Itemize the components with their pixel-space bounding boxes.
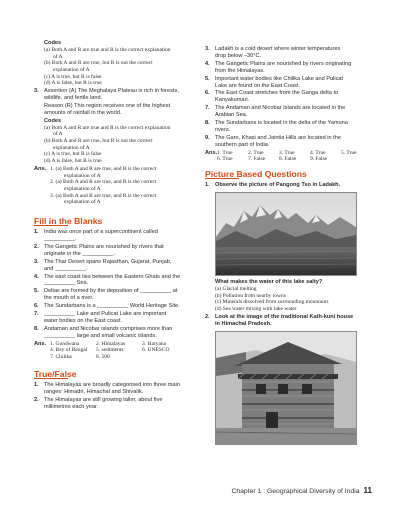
question-line: __________.: [44, 236, 77, 242]
code-option: explanation of A: [53, 144, 90, 151]
question-line: The Sundarbans is a __________ World Heritage Site.: [44, 303, 180, 310]
question-number: 1.: [34, 229, 39, 236]
answers-label: Ans.: [34, 165, 47, 172]
question-3: [34, 88, 204, 117]
codes-label: Codes: [44, 40, 62, 46]
codes-list: [34, 47, 204, 87]
answers-table: [217, 150, 372, 163]
question-line: Arabian Sea.: [215, 112, 248, 119]
question-number: 7.: [34, 311, 39, 318]
question-line: __________ large and small volcanic islands.: [44, 332, 157, 339]
answer-line: explanation of A: [64, 199, 101, 206]
question-item: [205, 90, 375, 104]
answer-line: 3. (a) Both A and R are true, and R is the correct: [50, 192, 157, 199]
question-number: 4.: [205, 60, 210, 67]
question-line: ranges: Himadri, Himachal and Shivalik.: [44, 388, 144, 395]
answer-cell: 2. Himalayas: [96, 340, 126, 347]
page-number: 11: [363, 486, 372, 495]
question-line: Lake are found on the East Coast.: [215, 82, 300, 89]
code-option: (b) Both A and R are true, but R is not the correct: [44, 60, 153, 67]
question-line: Deltas are formed by the deposition of __________ at: [44, 288, 178, 295]
question-number: 7.: [205, 105, 210, 112]
question-line: originate in the __________.: [44, 250, 115, 257]
question-item: [34, 303, 204, 310]
options-list: [205, 286, 375, 313]
question-number: 2.: [205, 313, 210, 320]
code-option: explanation of A: [53, 67, 90, 74]
right-column: [205, 46, 375, 445]
question-line: rivers.: [215, 126, 231, 133]
codes-list: [34, 125, 204, 165]
chapter-title: Chapter 1 : Geographical Diversity of India: [231, 488, 360, 495]
answers-label: Ans.: [34, 340, 47, 347]
answer-cell: 7. Chilika: [50, 354, 72, 361]
question-number: 1.: [205, 182, 210, 189]
fill-blanks-heading: Fill in the Blanks: [34, 216, 103, 227]
question-line: The Gangetic Plains are nourished by rivers that: [44, 243, 164, 250]
question-number: 9.: [205, 134, 210, 141]
code-option: of A: [53, 131, 63, 138]
answers-table: [50, 341, 188, 361]
question-line: The Garo, Khasi and Jaintia Hills are located in the: [215, 134, 341, 141]
question-number: 1.: [34, 381, 39, 388]
code-option: (a) Both A and R are true and R is the correct explanation: [44, 46, 171, 53]
answers-label: Ans.: [205, 149, 218, 156]
answer-cell: 4. Bay of Bengal: [50, 347, 88, 354]
question-item: [34, 244, 204, 258]
question-item: [34, 229, 204, 243]
answers-list: [34, 166, 204, 206]
question-text: [215, 314, 375, 328]
question-line: The Sundarbans is located in the delta of the Yamuna: [215, 120, 348, 127]
question-item: [205, 61, 375, 75]
code-option: (c) A is true, but R is false: [44, 73, 102, 80]
question-line: drop below –30°C.: [215, 52, 262, 59]
reason-text: [44, 103, 204, 117]
answer-cell: 3. True: [279, 149, 295, 156]
answer-cell: 5. True: [341, 149, 357, 156]
house-image: [216, 332, 356, 444]
question-line: __________ Sea.: [44, 280, 89, 287]
answer-cell: 7. False: [248, 156, 266, 163]
question-item: [34, 288, 204, 302]
kath-kuni-house-photo: [215, 331, 357, 445]
question-number: 5.: [205, 75, 210, 82]
code-option: (a) Both A and R are true and R is the correct explanation: [44, 124, 171, 131]
question-item: [34, 382, 204, 396]
question-prompt: What makes the water of this lake salty?: [215, 279, 323, 285]
question-number: 2.: [34, 243, 39, 250]
reason-line: Reason (R) This region receives one of the highest: [44, 102, 171, 109]
answers-block: [34, 166, 204, 206]
question-number: 6.: [34, 303, 39, 310]
question-line: Andaman and Nicobar islands comprises more than: [44, 325, 173, 332]
picture-questions-heading: Picture Based Questions: [205, 169, 307, 180]
answer-cell: 6. UNESCO: [142, 347, 170, 354]
code-option: (d) A is false, but R is true: [44, 158, 102, 165]
answer-cell: 9. False: [310, 156, 328, 163]
assertion-text: [44, 88, 204, 102]
code-option: of A: [53, 53, 63, 60]
pangong-tso-photo: [215, 192, 357, 276]
question-item: [34, 274, 204, 288]
answer-line: 1. (a) Both A and R are true, and R is the correct: [50, 165, 157, 172]
true-false-list: [34, 382, 204, 411]
question-line: Ladakh is a cold desert where winter temperatures: [215, 46, 341, 52]
code-option: (d) A is false, but R is true: [44, 80, 102, 87]
question-line: India was once part of a supercontinent called: [44, 229, 158, 236]
answer-cell: [341, 156, 372, 163]
question-item: [205, 76, 375, 90]
question-line: water bodies on the East coast.: [44, 317, 123, 324]
code-option: (c) A is true, but R is false: [44, 151, 102, 158]
answer-cell: 6. True: [217, 156, 233, 163]
question-line: in Himachal Pradesh.: [215, 320, 272, 327]
code-option: (b) Both A and R are true, but R is not the correct: [44, 138, 153, 145]
question-item: [34, 311, 204, 325]
fill-blanks-answers: [34, 341, 204, 361]
question-item: [205, 120, 375, 134]
question-line: The Gangetic Plains are nourished by rivers originating: [215, 60, 352, 67]
question-number: 8.: [34, 325, 39, 332]
question-line: The East Coast stretches from the Ganga delta to: [215, 90, 339, 97]
assertion-line: wildlife, and fertile land.: [44, 95, 103, 102]
question-number: 2.: [34, 396, 39, 403]
question-line: The east coast lies between the Eastern Ghats and the: [44, 273, 181, 280]
reason-line: amounts of rainfall in the world.: [44, 109, 122, 116]
left-column: [34, 40, 204, 411]
question-line: __________ Lake and Pulicat Lake are important: [44, 311, 167, 318]
question-line: The Andaman and Nicobar Islands are located in the: [215, 105, 346, 112]
answer-cell: 5. sediments: [96, 347, 124, 354]
answer-line: explanation of A: [64, 185, 101, 192]
question-number: 8.: [205, 120, 210, 127]
question-number: 3.: [34, 258, 39, 265]
true-false-heading: True/False: [34, 368, 77, 379]
question-line: southern part of India.: [215, 141, 270, 148]
picture-question-2: [205, 314, 375, 328]
question-number: 4.: [34, 273, 39, 280]
picture-question-1: [205, 182, 375, 189]
answer-cell: 3. Haryana: [142, 340, 167, 347]
true-false-list-continued: [205, 46, 375, 149]
question-line: The Thar Desert spans Rajasthan, Gujarat, Punjab,: [44, 258, 172, 265]
answer-cell: 8. 500: [96, 354, 110, 361]
answer-cell: 4. True: [310, 149, 326, 156]
answer-cell: 1. Gondwana: [50, 340, 80, 347]
fill-blanks-list: [34, 229, 204, 340]
option-item: (a) Glacial melting: [215, 285, 257, 292]
lake-mountain-image: [216, 193, 356, 275]
question-line: The Himalayas are still growing taller, about five: [44, 396, 163, 403]
answer-cell: 2. True: [248, 149, 264, 156]
question-line: Important water bodies like Chilika Lake and Pulicat: [215, 75, 344, 82]
codes-label: Codes: [44, 117, 62, 124]
option-item: (d) Sea water mixing with lake water: [215, 306, 297, 313]
question-number: 3.: [205, 46, 210, 52]
answer-cell: [142, 354, 188, 361]
question-item: [205, 135, 375, 149]
question-line: from the Himalayas.: [215, 67, 265, 74]
true-false-answers: [205, 150, 375, 163]
question-item: [205, 46, 375, 60]
option-item: (b) Pollution from nearby towns: [215, 292, 286, 299]
answer-cell: 1. True: [217, 149, 233, 156]
answer-line: explanation of A: [64, 172, 101, 179]
question-text: Observe the picture of Pangong Tso in Ladakh.: [215, 182, 341, 189]
question-line: Kanyakumari.: [215, 97, 250, 104]
page-footer: [231, 486, 372, 495]
answer-line: 2. (a) Both A and R are true, and R is the correct: [50, 179, 157, 186]
answer-cell: 8. False: [279, 156, 297, 163]
question-number: 3.: [34, 88, 39, 95]
question-line: and __________.: [44, 265, 88, 272]
question-line: the mouth of a river.: [44, 295, 94, 302]
question-line: millimetres each year.: [44, 403, 99, 410]
question-number: 6.: [205, 90, 210, 97]
question-item: [34, 326, 204, 340]
option-item: (c) Minerals dissolved from surrounding mountains: [215, 299, 329, 306]
question-line: The Himalayas are broadly categorised into three main: [44, 381, 180, 388]
question-item: [34, 397, 204, 411]
question-item: [34, 259, 204, 273]
question-line: Look at the image of the traditional Kath-kuni house: [215, 313, 354, 320]
assertion-line: Assertion (A) The Meghalaya Plateau is rich in forests,: [44, 88, 179, 95]
question-number: 5.: [34, 288, 39, 295]
question-item: [205, 105, 375, 119]
